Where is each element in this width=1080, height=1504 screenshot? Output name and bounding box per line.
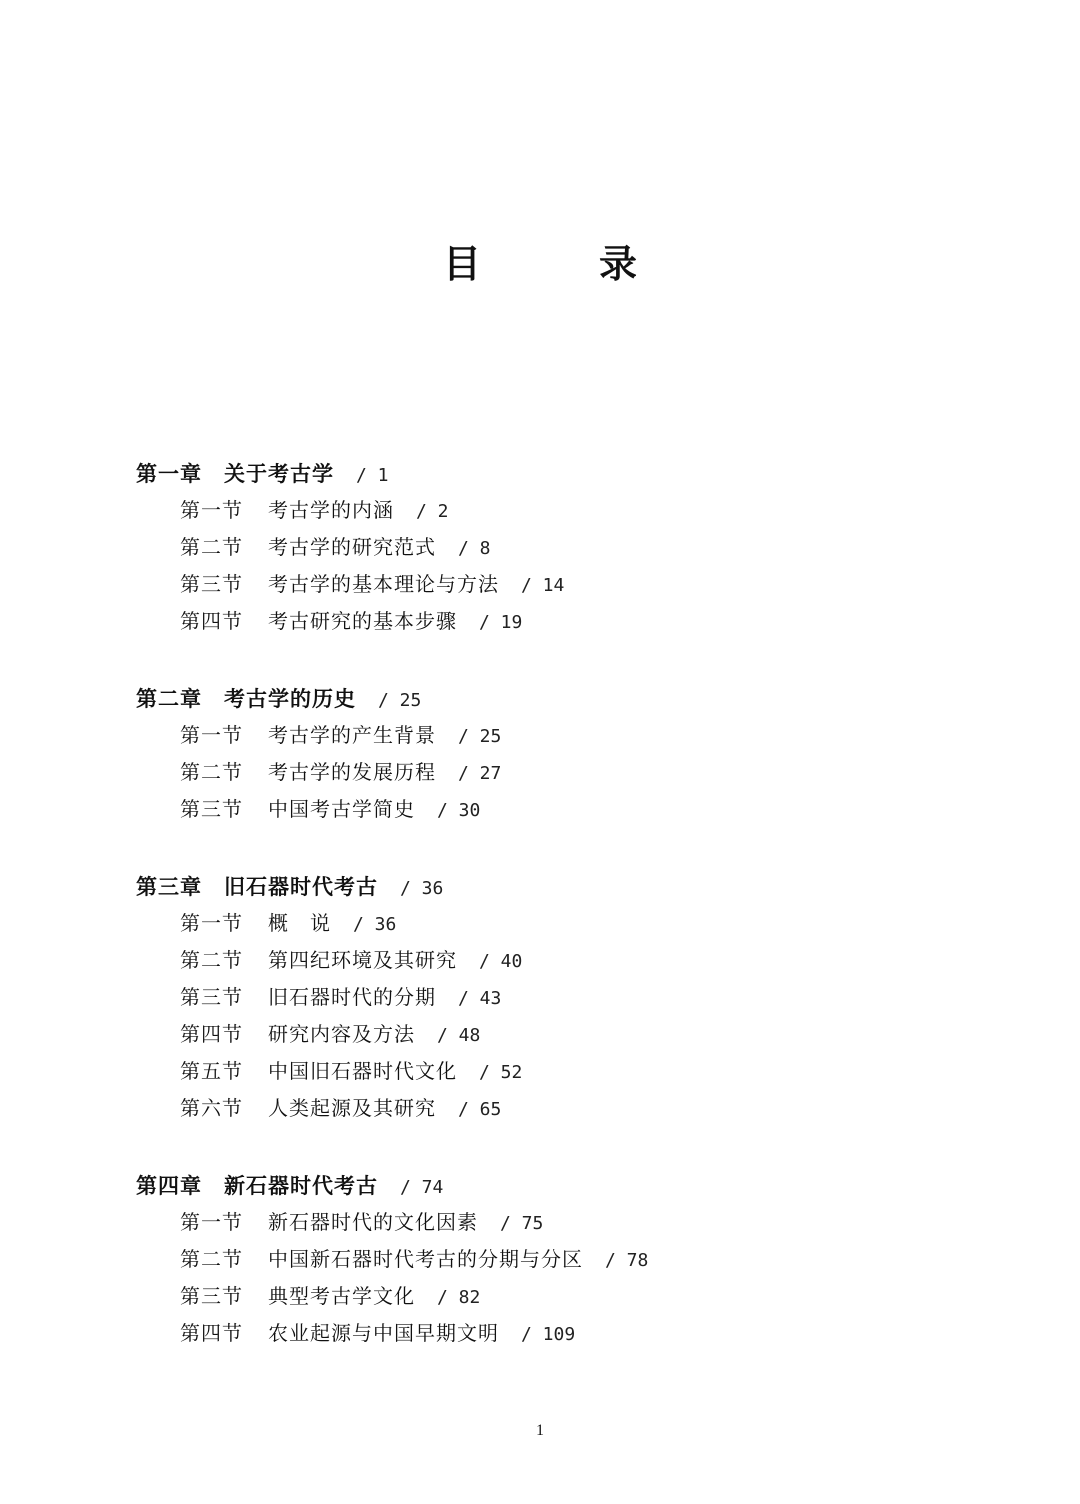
section-label: 第三节 bbox=[180, 1284, 243, 1308]
section-row[interactable] bbox=[136, 1315, 956, 1352]
section-name: 考古学的发展历程 bbox=[268, 760, 436, 784]
chapter-3 bbox=[136, 868, 956, 1127]
section-page: / 27 bbox=[458, 763, 502, 784]
chapter-name: 旧石器时代考古 bbox=[224, 874, 378, 899]
section-row[interactable] bbox=[136, 1090, 956, 1127]
section-name: 考古研究的基本步骤 bbox=[268, 609, 457, 633]
section-row[interactable] bbox=[136, 905, 956, 942]
chapter-heading[interactable] bbox=[136, 455, 956, 492]
chapter-name: 新石器时代考古 bbox=[224, 1173, 378, 1198]
section-label: 第二节 bbox=[180, 535, 243, 559]
section-name: 中国旧石器时代文化 bbox=[268, 1059, 457, 1083]
section-name: 考古学的基本理论与方法 bbox=[268, 572, 499, 596]
section-page: / 36 bbox=[353, 914, 397, 935]
section-page: / 30 bbox=[437, 800, 481, 821]
section-page: / 43 bbox=[458, 988, 502, 1009]
section-label: 第二节 bbox=[180, 1247, 243, 1271]
chapter-2 bbox=[136, 680, 956, 828]
section-page: / 14 bbox=[521, 575, 565, 596]
section-label: 第二节 bbox=[180, 948, 243, 972]
section-row[interactable] bbox=[136, 1278, 956, 1315]
chapter-heading[interactable] bbox=[136, 680, 956, 717]
section-name: 典型考古学文化 bbox=[268, 1284, 415, 1308]
chapter-page: / 25 bbox=[378, 690, 422, 711]
chapter-label: 第三章 bbox=[136, 874, 202, 899]
section-row[interactable] bbox=[136, 791, 956, 828]
section-row[interactable] bbox=[136, 566, 956, 603]
section-row[interactable] bbox=[136, 492, 956, 529]
section-row[interactable] bbox=[136, 1204, 956, 1241]
chapter-heading[interactable] bbox=[136, 1167, 956, 1204]
section-page: / 25 bbox=[458, 726, 502, 747]
section-name: 人类起源及其研究 bbox=[268, 1096, 436, 1120]
section-name: 中国考古学简史 bbox=[268, 797, 415, 821]
chapter-heading[interactable] bbox=[136, 868, 956, 905]
section-page: / 8 bbox=[458, 538, 491, 559]
section-page: / 19 bbox=[479, 612, 523, 633]
chapter-label: 第四章 bbox=[136, 1173, 202, 1198]
section-row[interactable] bbox=[136, 603, 956, 640]
table-of-contents bbox=[136, 455, 956, 1392]
section-label: 第三节 bbox=[180, 572, 243, 596]
section-label: 第一节 bbox=[180, 723, 243, 747]
section-page: / 109 bbox=[521, 1324, 576, 1345]
section-page: / 75 bbox=[500, 1213, 544, 1234]
section-label: 第一节 bbox=[180, 911, 243, 935]
section-name: 新石器时代的文化因素 bbox=[268, 1210, 478, 1234]
section-label: 第三节 bbox=[180, 797, 243, 821]
section-page: / 52 bbox=[479, 1062, 523, 1083]
section-row[interactable] bbox=[136, 717, 956, 754]
section-row[interactable] bbox=[136, 529, 956, 566]
chapter-name: 考古学的历史 bbox=[224, 686, 356, 711]
page-title: 目 录 bbox=[442, 241, 677, 286]
chapter-page: / 36 bbox=[400, 878, 444, 899]
section-name: 农业起源与中国早期文明 bbox=[268, 1321, 499, 1345]
chapter-label: 第一章 bbox=[136, 461, 202, 486]
section-name: 第四纪环境及其研究 bbox=[268, 948, 457, 972]
section-label: 第三节 bbox=[180, 985, 243, 1009]
section-page: / 40 bbox=[479, 951, 523, 972]
section-label: 第一节 bbox=[180, 1210, 243, 1234]
section-label: 第二节 bbox=[180, 760, 243, 784]
section-label: 第四节 bbox=[180, 1321, 243, 1345]
section-page: / 78 bbox=[605, 1250, 649, 1271]
section-page: / 2 bbox=[416, 501, 449, 522]
section-name: 概 说 bbox=[268, 911, 331, 935]
section-row[interactable] bbox=[136, 1053, 956, 1090]
footer-page-number: 1 bbox=[536, 1422, 544, 1439]
section-page: / 82 bbox=[437, 1287, 481, 1308]
chapter-name: 关于考古学 bbox=[224, 461, 334, 486]
section-page: / 48 bbox=[437, 1025, 481, 1046]
section-name: 考古学的研究范式 bbox=[268, 535, 436, 559]
chapter-page: / 1 bbox=[356, 465, 389, 486]
section-name: 中国新石器时代考古的分期与分区 bbox=[268, 1247, 583, 1271]
chapter-label: 第二章 bbox=[136, 686, 202, 711]
section-name: 旧石器时代的分期 bbox=[268, 985, 436, 1009]
section-label: 第一节 bbox=[180, 498, 243, 522]
section-label: 第四节 bbox=[180, 609, 243, 633]
section-page: / 65 bbox=[458, 1099, 502, 1120]
chapter-4 bbox=[136, 1167, 956, 1352]
chapter-1 bbox=[136, 455, 956, 640]
section-name: 考古学的产生背景 bbox=[268, 723, 436, 747]
section-row[interactable] bbox=[136, 1241, 956, 1278]
section-row[interactable] bbox=[136, 979, 956, 1016]
section-name: 考古学的内涵 bbox=[268, 498, 394, 522]
section-name: 研究内容及方法 bbox=[268, 1022, 415, 1046]
chapter-page: / 74 bbox=[400, 1177, 444, 1198]
section-label: 第四节 bbox=[180, 1022, 243, 1046]
section-label: 第六节 bbox=[180, 1096, 243, 1120]
section-row[interactable] bbox=[136, 754, 956, 791]
section-label: 第五节 bbox=[180, 1059, 243, 1083]
section-row[interactable] bbox=[136, 1016, 956, 1053]
section-row[interactable] bbox=[136, 942, 956, 979]
